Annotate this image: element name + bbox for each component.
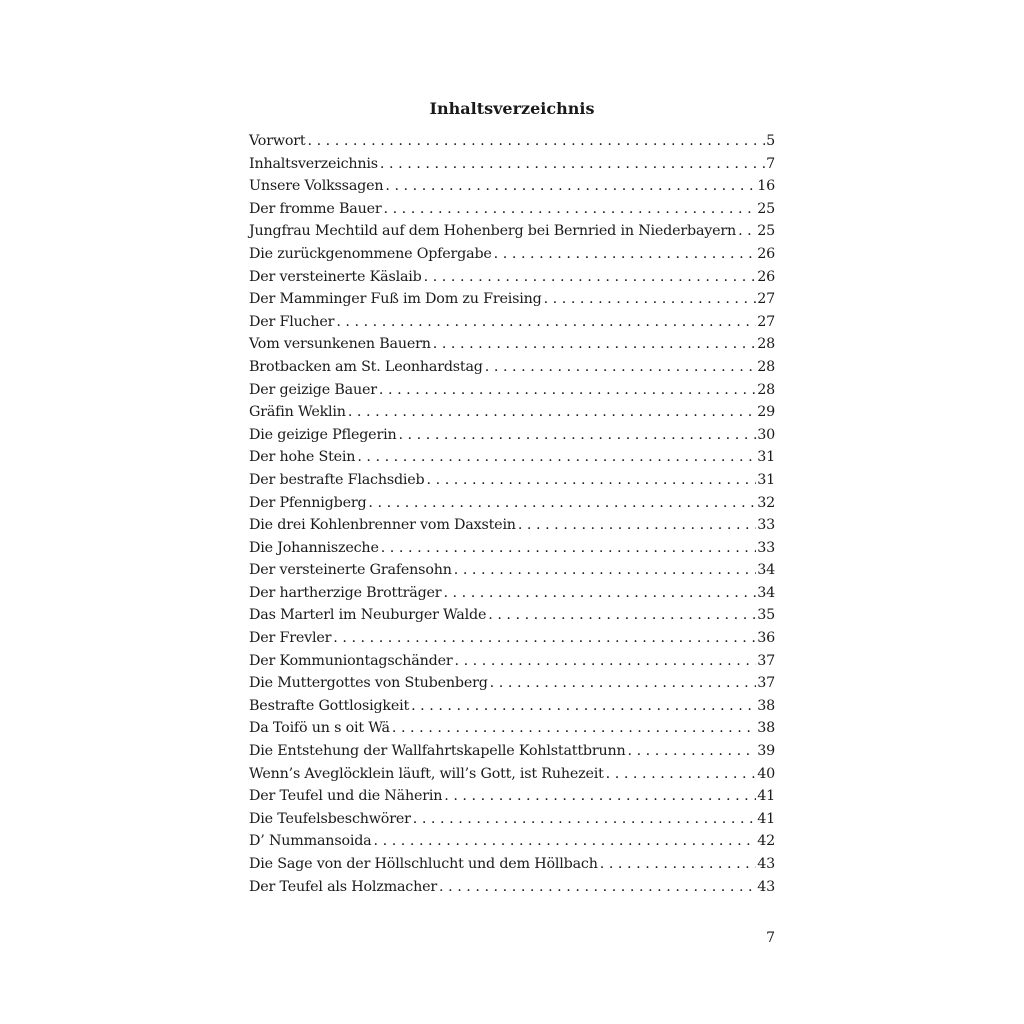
toc-entry-title: Die geizige Pflegerin (249, 424, 398, 447)
page-number: 7 (766, 930, 775, 946)
toc-dot-leader (606, 763, 757, 786)
toc-entry-page: 38 (757, 697, 775, 714)
toc-entry-title: Wenn’s Aveglöcklein läuft, will’s Gott, ist Ruhezeit (249, 763, 606, 786)
toc-entry-title: Der Pfennigberg (249, 492, 368, 515)
toc-entry (249, 582, 775, 605)
toc-entry (249, 740, 775, 763)
toc-entry-title: Das Marterl im Neuburger Walde (249, 604, 488, 627)
toc-entry (249, 763, 775, 786)
toc-dot-leader (738, 220, 756, 243)
toc-entry-page: 33 (757, 539, 775, 556)
toc-entry (249, 514, 775, 537)
toc-entry (249, 424, 775, 447)
toc-entry-title: Der hartherzige Brotträger (249, 582, 443, 605)
toc-entry-page: 34 (757, 562, 775, 579)
toc-dot-leader (424, 266, 757, 289)
toc-entry-page: 28 (757, 381, 775, 398)
toc-entry (249, 785, 775, 808)
toc-entry (249, 492, 775, 515)
toc-entry (249, 401, 775, 424)
toc-entry-page: 28 (757, 358, 775, 375)
toc-entry-page: 41 (757, 788, 775, 805)
toc-dot-leader (600, 853, 756, 876)
toc-entry-page: 32 (757, 494, 775, 511)
toc-dot-leader (454, 650, 756, 673)
toc-entry-title: Die zurückgenommene Opfergabe (249, 243, 494, 266)
toc-entry-page: 25 (757, 200, 775, 217)
toc-dot-leader (348, 401, 756, 424)
toc-dot-leader (439, 876, 756, 899)
toc-entry-page: 29 (757, 404, 775, 421)
toc-entry-page: 26 (757, 268, 775, 285)
toc-dot-leader (413, 808, 756, 831)
toc-dot-leader (433, 333, 756, 356)
toc-dot-leader (628, 740, 757, 763)
toc-entry-page: 27 (757, 313, 775, 330)
toc-entry (249, 672, 775, 695)
toc-entry-title: Der Teufel als Holzmacher (249, 876, 439, 899)
toc-entry-page: 7 (766, 155, 775, 172)
toc-entry-page: 33 (757, 517, 775, 534)
toc-dot-leader (380, 153, 765, 176)
toc-entry-page: 34 (757, 584, 775, 601)
toc-dot-leader (381, 537, 756, 560)
toc-dot-leader (333, 627, 756, 650)
toc-entry (249, 469, 775, 492)
toc-entry-title: Der Flucher (249, 311, 336, 334)
toc-entry (249, 446, 775, 469)
toc-dot-leader (385, 175, 756, 198)
toc-entry (249, 537, 775, 560)
toc-entry-title: Der versteinerte Käslaib (249, 266, 424, 289)
toc-entry-title: Der Teufel und die Näherin (249, 785, 444, 808)
toc-entry (249, 175, 775, 198)
toc-entry-page: 43 (757, 878, 775, 895)
toc-dot-leader (307, 130, 765, 153)
toc-entry-title: Vorwort (249, 130, 307, 153)
toc-entry (249, 695, 775, 718)
toc-dot-leader (485, 356, 756, 379)
toc-entry-page: 37 (757, 675, 775, 692)
toc-entry (249, 266, 775, 289)
toc-dot-leader (444, 785, 756, 808)
toc-entry-title: Die Entstehung der Wallfahrtskapelle Kohlstattbrunn (249, 740, 628, 763)
toc-entry (249, 130, 775, 153)
toc-entry-title: Der Frevler (249, 627, 333, 650)
toc-entry-title: Die Muttergottes von Stubenberg (249, 672, 490, 695)
toc-entry (249, 311, 775, 334)
toc-entry (249, 627, 775, 650)
toc-entry-page: 35 (757, 607, 775, 624)
toc-entry-page: 43 (757, 856, 775, 872)
toc-entry-title: Der geizige Bauer (249, 379, 379, 402)
toc-entry-page: 40 (757, 765, 775, 782)
toc-entry-title: Die Sage von der Höllschlucht und dem Höllbach (249, 853, 600, 876)
toc-entry-title: Der hohe Stein (249, 446, 357, 469)
toc-entry (249, 876, 775, 899)
toc-entry (249, 604, 775, 627)
toc-entry-title: Die Teufelsbeschwörer (249, 808, 413, 831)
toc-entry-page: 42 (757, 833, 775, 850)
toc-entry-page: 25 (757, 223, 775, 240)
toc-entry-title: Bestrafte Gottlosigkeit (249, 695, 411, 718)
toc-entry-title: Der fromme Bauer (249, 198, 384, 221)
toc-entry-title: Die drei Kohlenbrenner vom Daxstein (249, 514, 518, 537)
toc-entry-page: 30 (757, 426, 775, 443)
toc-dot-leader (427, 469, 757, 492)
toc-dot-leader (494, 243, 757, 266)
toc-entry (249, 853, 775, 876)
toc-dot-leader (411, 695, 756, 718)
toc-entry-title: Die Johanniszeche (249, 537, 381, 560)
toc-entry-title: Unsere Volkssagen (249, 175, 385, 198)
toc-entry-page: 39 (757, 743, 775, 760)
toc-entry (249, 220, 775, 243)
toc-entry (249, 198, 775, 221)
toc-entry-title: Jungfrau Mechtild auf dem Hohenberg bei Bernried in Niederbayern (249, 220, 738, 243)
toc-entry-title: Brotbacken am St. Leonhardstag (249, 356, 485, 379)
toc-dot-leader (357, 446, 756, 469)
toc-entry (249, 356, 775, 379)
toc-dot-leader (336, 311, 756, 334)
toc-entry-page: 37 (757, 652, 775, 669)
toc-dot-leader (490, 672, 757, 695)
toc-dot-leader (368, 492, 756, 515)
toc-entry (249, 288, 775, 311)
toc-entry-page: 31 (757, 449, 775, 466)
toc-entry-page: 38 (757, 720, 775, 737)
toc-entry-title: Der Kommuniontagschänder (249, 650, 454, 673)
toc-entry-title: Inhaltsverzeichnis (249, 153, 380, 176)
toc-entry-page: 28 (757, 336, 775, 353)
toc-entry (249, 333, 775, 356)
toc-entry (249, 830, 775, 853)
toc-entry (249, 559, 775, 582)
toc-dot-leader (374, 830, 757, 853)
table-of-contents (249, 130, 775, 898)
toc-entry-title: Der versteinerte Grafensohn (249, 559, 454, 582)
toc-entry-title: Der bestrafte Flachsdieb (249, 469, 427, 492)
page-title: Inhaltsverzeichnis (429, 98, 595, 118)
toc-entry-title: Da Toifö un s oit Wä (249, 717, 392, 740)
toc-dot-leader (398, 424, 756, 447)
toc-entry-page: 26 (757, 245, 775, 262)
toc-dot-leader (518, 514, 756, 537)
toc-entry-page: 16 (757, 178, 775, 195)
toc-dot-leader (392, 717, 756, 740)
toc-entry (249, 650, 775, 673)
toc-entry (249, 153, 775, 176)
toc-dot-leader (384, 198, 757, 221)
toc-dot-leader (454, 559, 756, 582)
toc-entry (249, 243, 775, 266)
toc-entry-page: 5 (766, 133, 775, 149)
toc-entry (249, 379, 775, 402)
toc-entry-page: 41 (757, 810, 775, 827)
toc-entry-page: 31 (757, 471, 775, 488)
toc-entry-title: D’ Nummansoida (249, 830, 374, 853)
toc-dot-leader (379, 379, 756, 402)
toc-entry-title: Gräfin Weklin (249, 401, 348, 424)
toc-dot-leader (443, 582, 756, 605)
toc-entry-title: Der Mamminger Fuß im Dom zu Freising (249, 288, 544, 311)
toc-entry-page: 36 (757, 630, 775, 647)
toc-entry (249, 717, 775, 740)
toc-entry (249, 808, 775, 831)
toc-dot-leader (544, 288, 757, 311)
toc-entry-page: 27 (757, 291, 775, 308)
toc-dot-leader (488, 604, 756, 627)
toc-entry-title: Vom versunkenen Bauern (249, 333, 433, 356)
